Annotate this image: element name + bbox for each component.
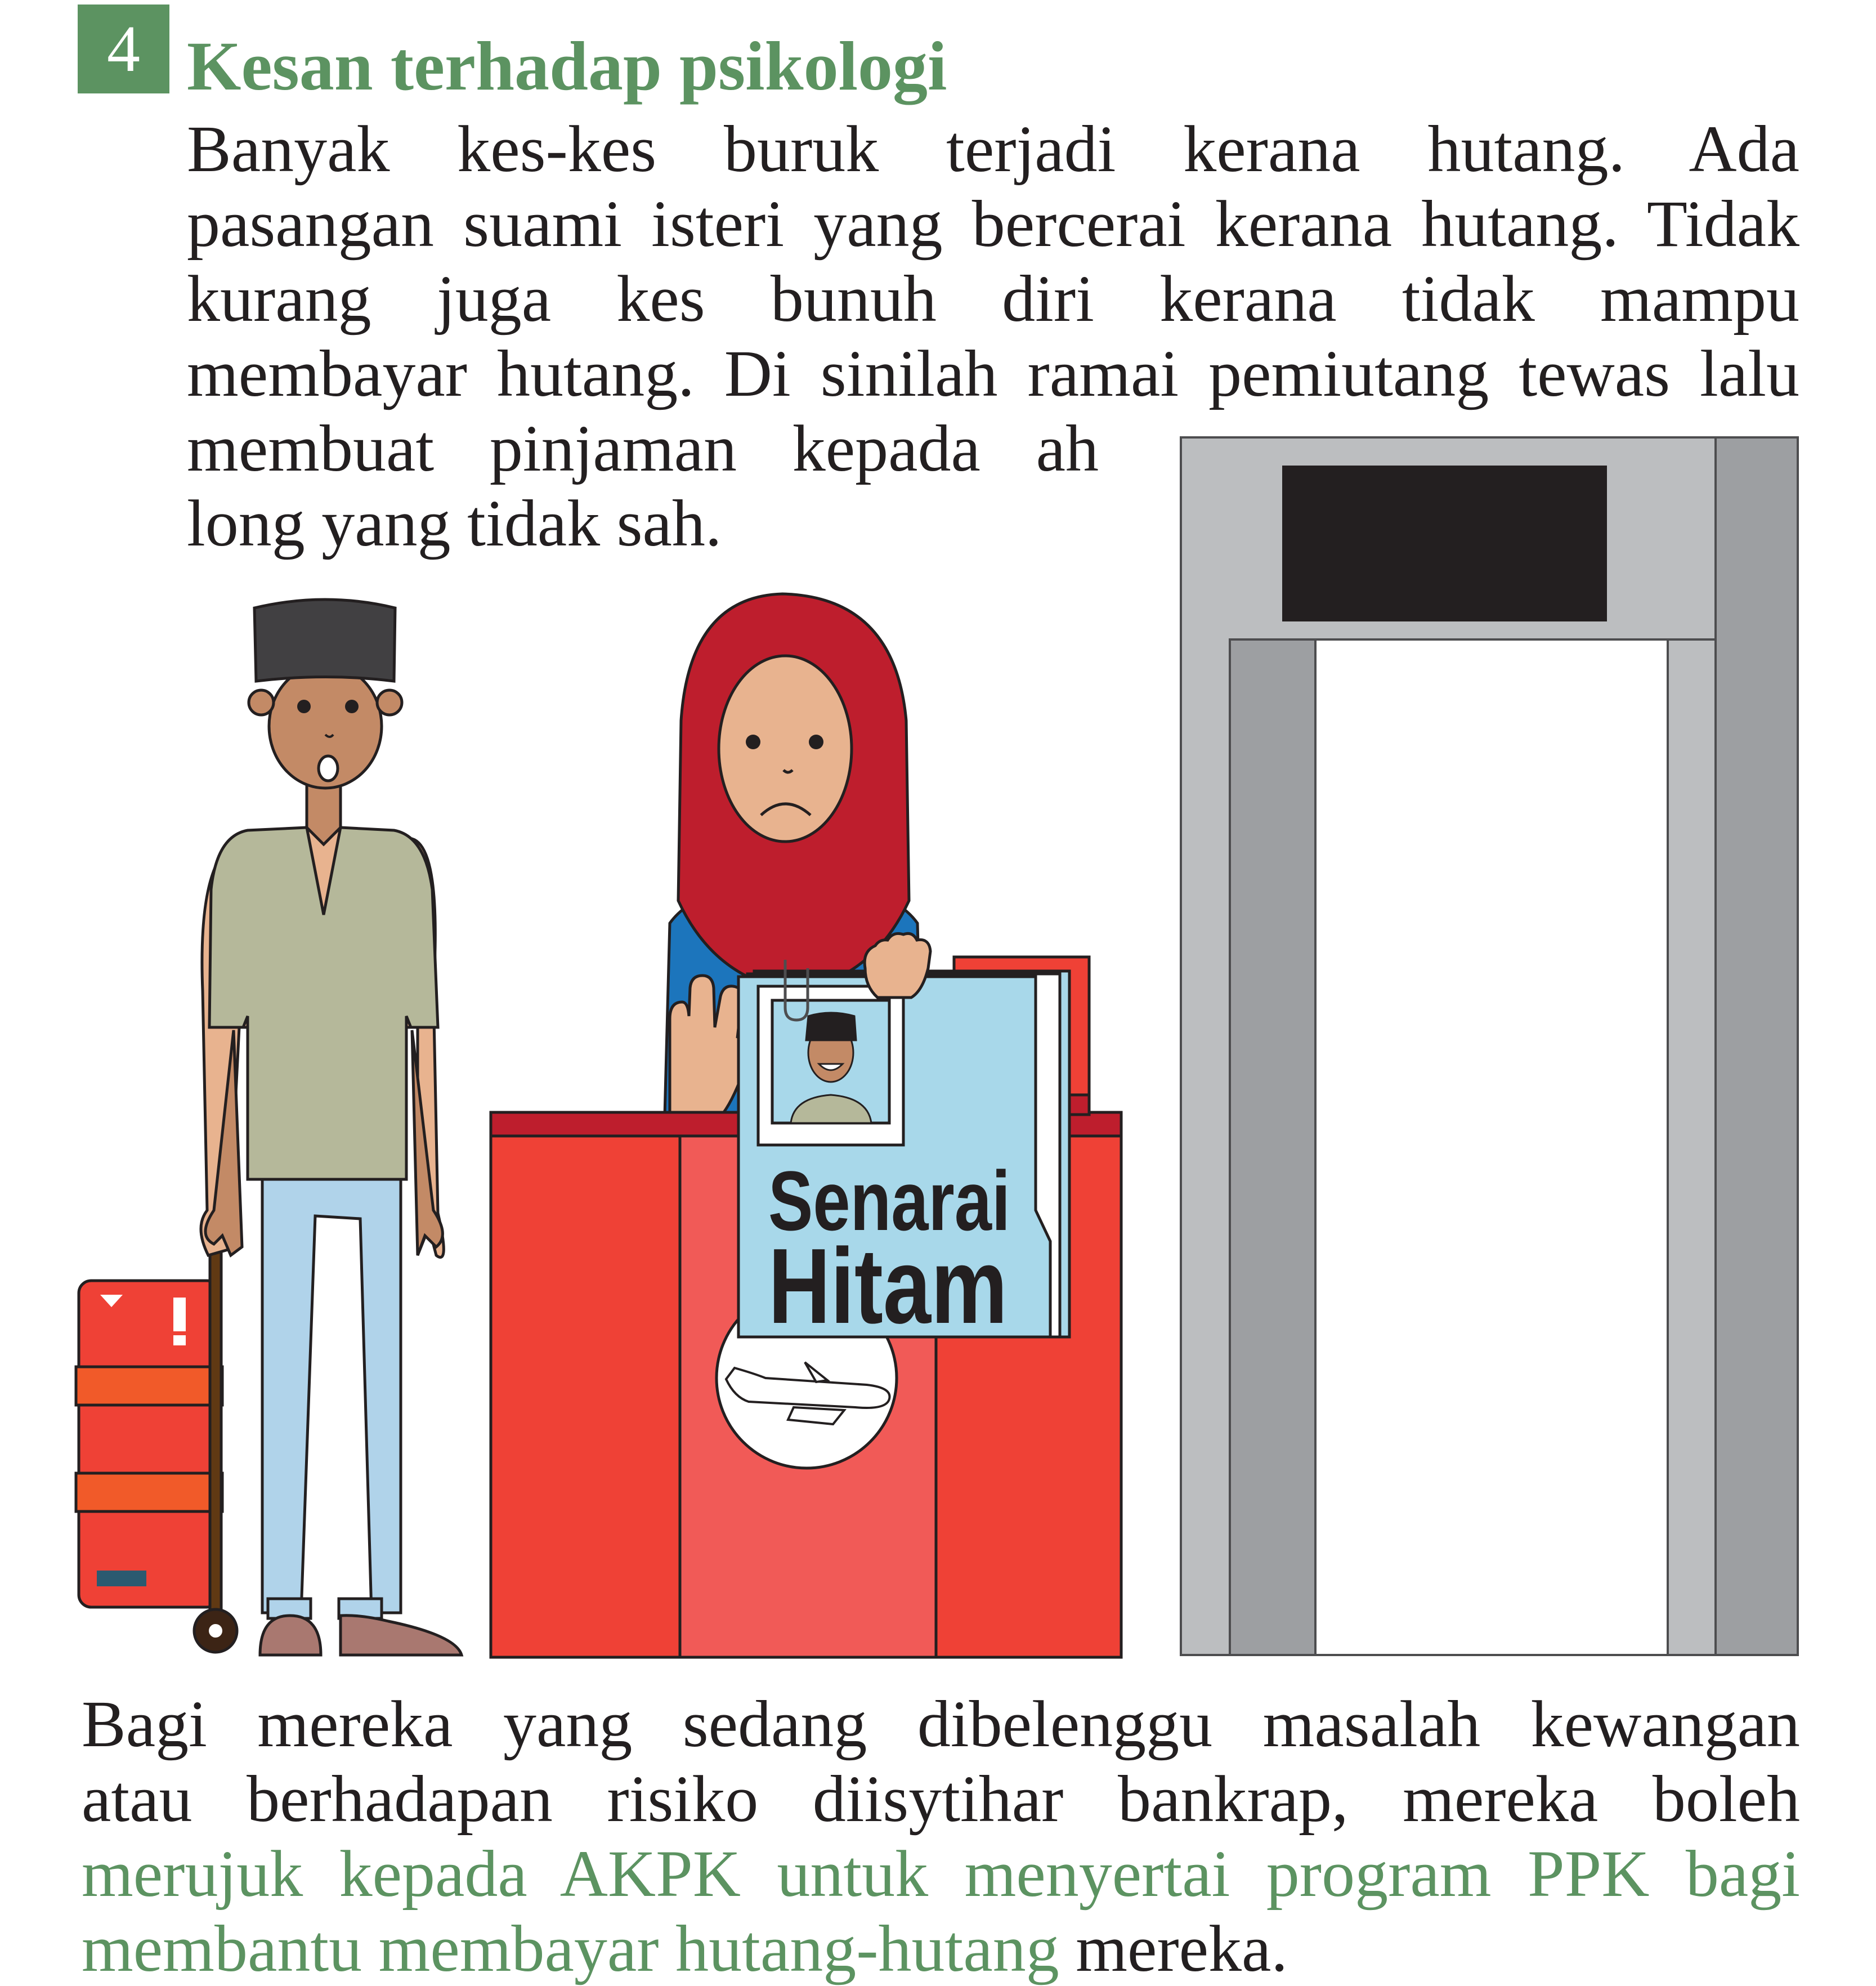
- traveller-man: [201, 600, 462, 1655]
- conclusion-highlight: membantu membayar hutang-hutang: [82, 1912, 1059, 1985]
- conclusion-paragraph: [82, 1687, 1800, 1986]
- intro-line: membuat pinjaman kepada ah: [187, 411, 1099, 485]
- security-gate: [1181, 437, 1798, 1655]
- intro-line: long yang tidak sah.: [187, 486, 722, 560]
- conclusion-line: Bagi mereka yang sedang dibelenggu masalah kewangan: [82, 1687, 1800, 1761]
- suitcase: [76, 1238, 237, 1652]
- conclusion-tail: mereka.: [1059, 1912, 1288, 1985]
- folder-title-senarai: Senarai: [768, 1153, 1010, 1248]
- intro-line: membayar hutang. Di sinilah ramai pemiutang tewas lalu: [187, 337, 1799, 410]
- section-heading: Kesan terhadap psikologi: [187, 28, 947, 105]
- conclusion-line-highlight: merujuk kepada AKPK untuk menyertai program PPK bagi: [82, 1837, 1800, 1911]
- conclusion-line: [82, 1911, 1800, 1986]
- intro-line: kurang juga kes bunuh diri kerana tidak mampu: [187, 262, 1799, 336]
- conclusion-line: atau berhadapan risiko diisytihar bankrap, mereka boleh: [82, 1762, 1800, 1836]
- intro-line: Banyak kes-kes buruk terjadi kerana hutang. Ada: [187, 112, 1799, 186]
- intro-line: pasangan suami isteri yang bercerai kerana hutang. Tidak: [187, 187, 1799, 261]
- section-number-badge: 4: [78, 5, 169, 93]
- folder-title-hitam: Hitam: [768, 1227, 1008, 1346]
